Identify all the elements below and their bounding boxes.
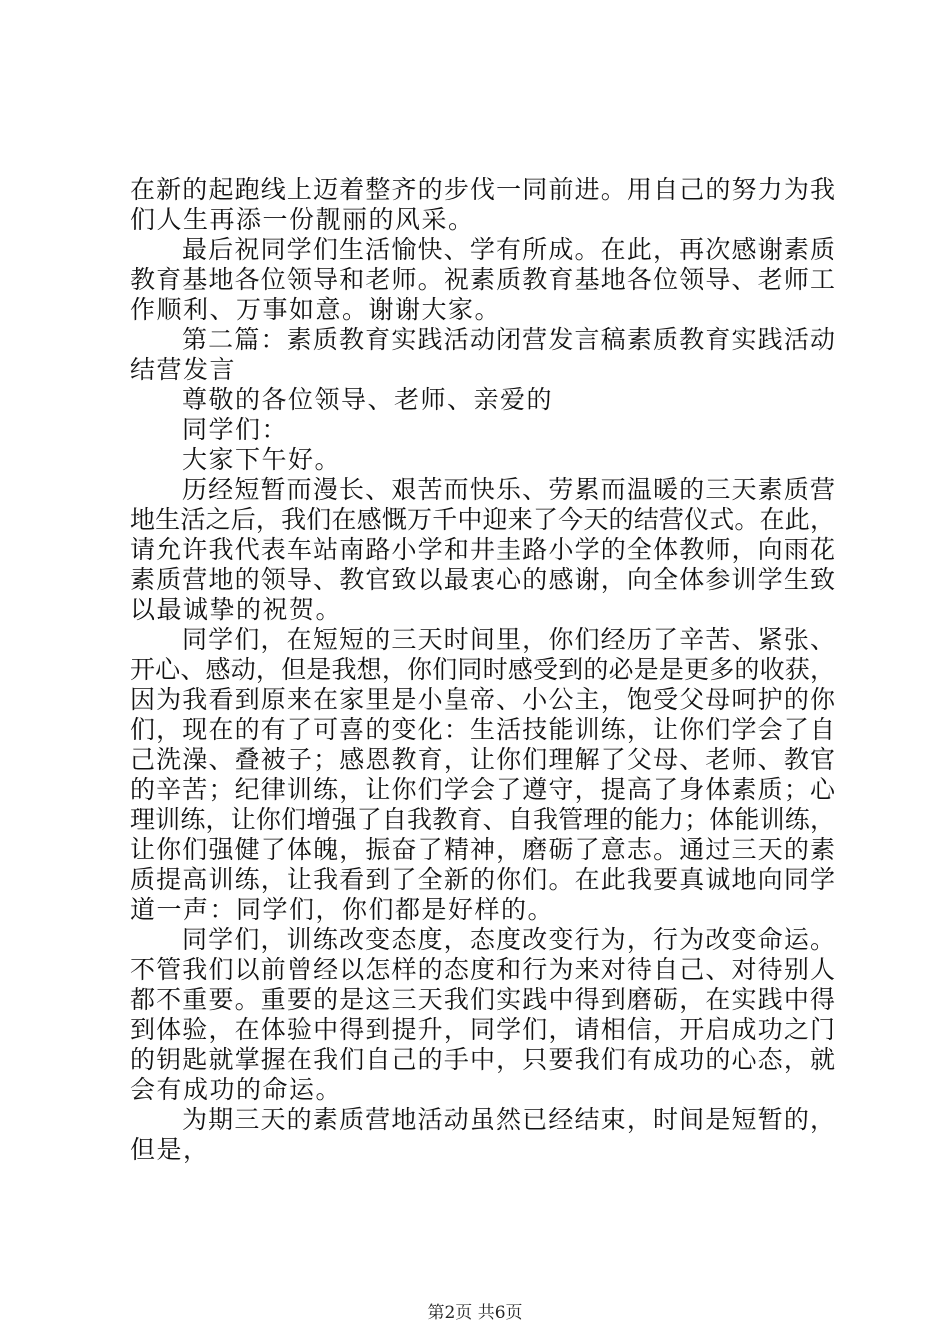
- text-line: 同学们，在短短的三天时间里，你们经历了辛苦、紧张、: [182, 625, 835, 654]
- text-line: 尊敬的各位领导、老师、亲爱的: [182, 385, 554, 414]
- text-line: 理训练，让你们增强了自我教育、自我管理的能力；体能训练，: [130, 805, 835, 834]
- text-line: 大家下午好。: [182, 445, 342, 474]
- text-line: 教育基地各位领导和老师。祝素质教育基地各位领导、老师工: [130, 265, 835, 294]
- text-line: 的辛苦；纪律训练，让你们学会了遵守，提高了身体素质；心: [130, 775, 835, 804]
- page-footer: 第2页 共6页: [427, 1303, 523, 1323]
- text-line: 到体验，在体验中得到提升，同学们，请相信，开启成功之门: [130, 1015, 835, 1044]
- text-line: 因为我看到原来在家里是小皇帝、小公主，饱受父母呵护的你: [130, 685, 835, 714]
- text-line: 第二篇：素质教育实践活动闭营发言稿素质教育实践活动: [182, 325, 835, 354]
- text-line: 同学们：: [182, 415, 289, 444]
- text-line: 们人生再添一份靓丽的风采。: [130, 205, 475, 234]
- text-line: 同学们，训练改变态度，态度改变行为，行为改变命运。: [182, 925, 835, 954]
- text-line: 为期三天的素质营地活动虽然已经结束，时间是短暂的，: [182, 1105, 835, 1134]
- text-line: 但是，: [130, 1135, 210, 1164]
- text-line: 己洗澡、叠被子；感恩教育，让你们理解了父母、老师、教官: [130, 745, 835, 774]
- text-line: 开心、感动，但是我想，你们同时感受到的必是是更多的收获，: [130, 655, 835, 684]
- text-line: 历经短暂而漫长、艰苦而快乐、劳累而温暖的三天素质营: [182, 475, 835, 504]
- text-line: 在新的起跑线上迈着整齐的步伐一同前进。用自己的努力为我: [130, 175, 835, 204]
- text-line: 不管我们以前曾经以怎样的态度和行为来对待自己、对待别人: [130, 955, 835, 984]
- text-line: 以最诚挚的祝贺。: [130, 595, 343, 624]
- text-line: 让你们强健了体魄，振奋了精神，磨砺了意志。通过三天的素: [130, 835, 835, 864]
- text-line: 质提高训练，让我看到了全新的你们。在此我要真诚地向同学: [130, 865, 835, 894]
- text-line: 作顺利、万事如意。谢谢大家。: [130, 295, 502, 324]
- document-body: [130, 175, 835, 1165]
- text-line: 都不重要。重要的是这三天我们实践中得到磨砺，在实践中得: [130, 985, 835, 1014]
- text-line: 素质营地的领导、教官致以最衷心的感谢，向全体参训学生致: [130, 565, 835, 594]
- text-line: 们，现在的有了可喜的变化：生活技能训练，让你们学会了自: [130, 715, 835, 744]
- text-line: 最后祝同学们生活愉快、学有所成。在此，再次感谢素质: [182, 235, 835, 264]
- text-line: 请允许我代表车站南路小学和井圭路小学的全体教师，向雨花: [130, 535, 835, 564]
- text-line: 道一声：同学们，你们都是好样的。: [130, 895, 555, 924]
- text-line: 会有成功的命运。: [130, 1075, 343, 1104]
- text-line: 的钥匙就掌握在我们自己的手中，只要我们有成功的心态，就: [130, 1045, 835, 1074]
- text-line: 地生活之后，我们在感慨万千中迎来了今天的结营仪式。在此，: [130, 505, 835, 534]
- text-line: 结营发言: [130, 355, 237, 384]
